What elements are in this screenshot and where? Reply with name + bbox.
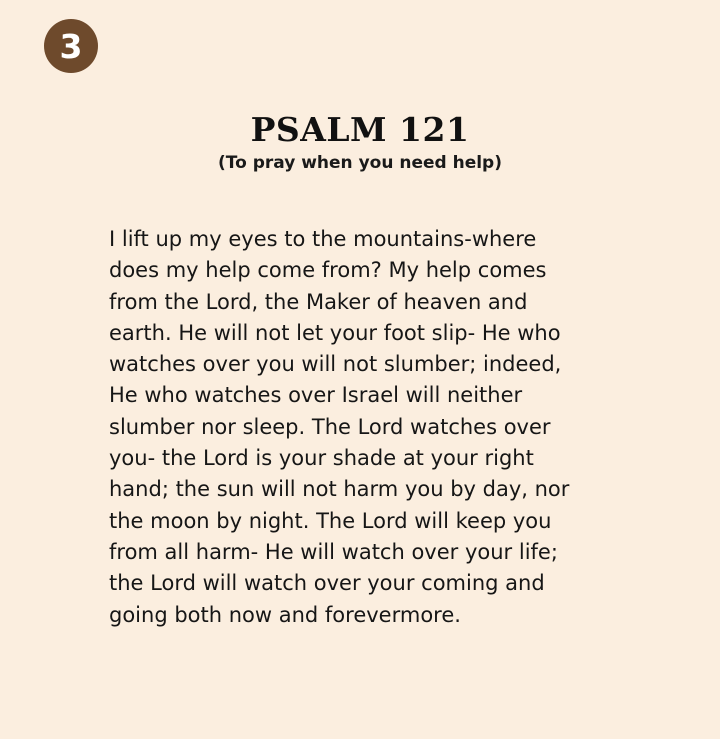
psalm-line: does my help come from? My help comes [109, 258, 547, 283]
psalm-line: hand; the sun will not harm you by day, nor [109, 477, 570, 502]
page-subtitle: (To pray when you need help) [218, 153, 502, 173]
psalm-line: watches over you will not slumber; indeed, [109, 352, 562, 377]
number-badge [44, 19, 98, 73]
psalm-line: the moon by night. The Lord will keep you [109, 508, 552, 533]
page-title: PSALM 121 [250, 110, 470, 149]
psalm-line: I lift up my eyes to the mountains-where [109, 227, 537, 251]
psalm-line: slumber nor sleep. The Lord watches over [109, 414, 551, 439]
psalm-line: from the Lord, the Maker of heaven and [109, 289, 528, 314]
psalm-text [109, 224, 619, 631]
badge-number: 3 [59, 26, 83, 66]
psalm-line: He who watches over Israel will neither [109, 383, 523, 408]
psalm-line: earth. He will not let your foot slip- He who [109, 320, 561, 345]
psalm-line: from all harm- He will watch over your life; [109, 539, 558, 564]
psalm-line: the Lord will watch over your coming and [109, 571, 545, 596]
psalm-line: you- the Lord is your shade at your right [109, 446, 534, 471]
psalm-line: going both now and forevermore. [109, 602, 461, 627]
